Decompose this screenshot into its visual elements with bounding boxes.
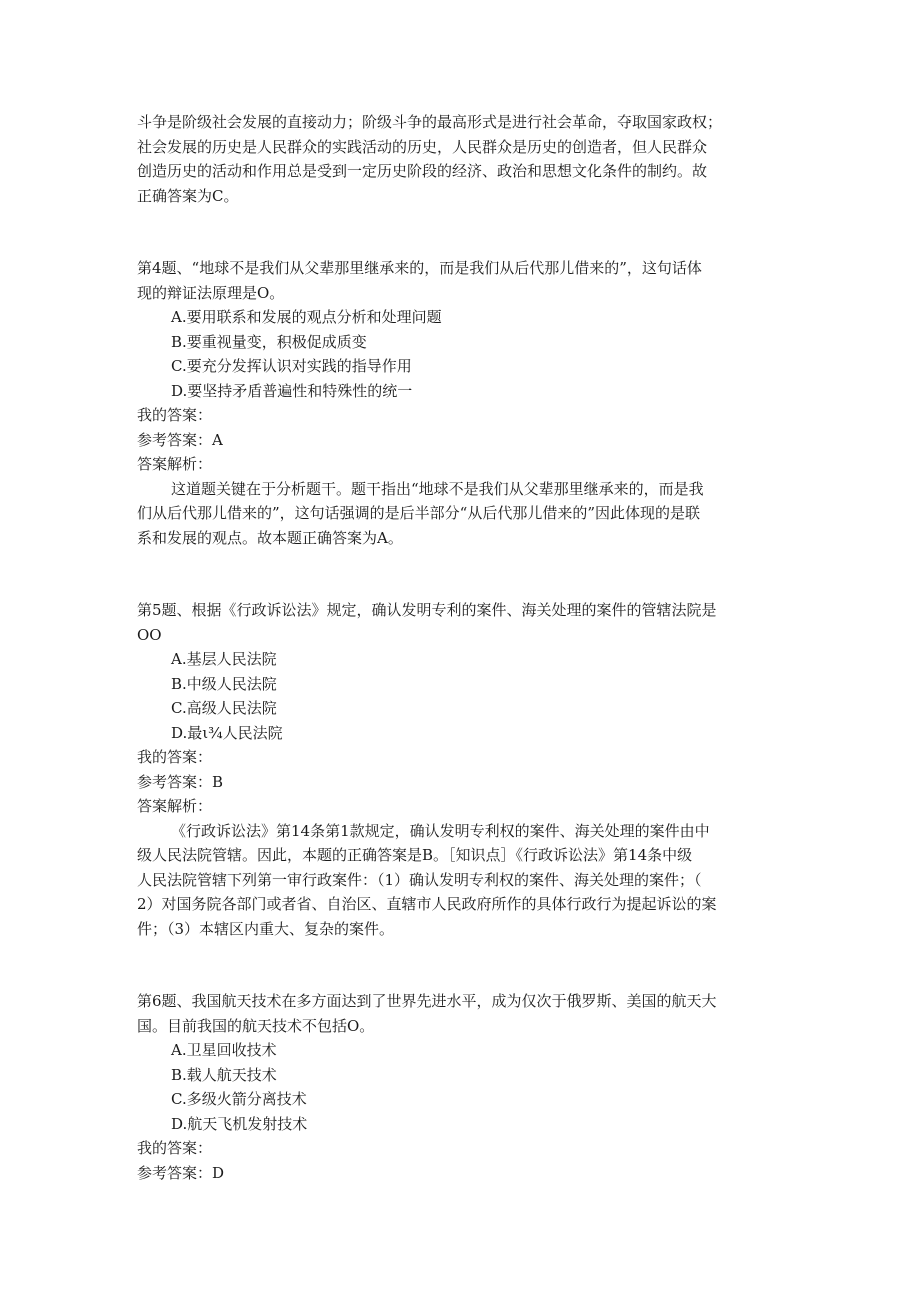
option-d: D.航天飞机发射技术 bbox=[171, 1114, 308, 1133]
question-title: 第6题、我国航天技术在多方面达到了世界先进水平，成为仅次于俄罗斯、美国的航天大 bbox=[137, 992, 717, 1010]
analysis-line: 人民法院管辖下列第一审行政案件：（1）确认发明专利权的案件、海关处理的案件；（ bbox=[137, 870, 702, 889]
intro-paragraph bbox=[137, 110, 797, 208]
option-d: D.要坚持矛盾普遍性和特殊性的统一 bbox=[171, 381, 413, 400]
analysis-line: 2）对国务院各部门或者省、自治区、直辖市人民政府所作的具体行政行为提起诉讼的案 bbox=[137, 895, 717, 913]
document-page bbox=[137, 110, 797, 1185]
option-a: A.要用联系和发展的观点分析和处理问题 bbox=[171, 308, 442, 326]
analysis-label: 答案解析： bbox=[137, 797, 213, 815]
question-title: 国。目前我国的航天技术不包括O。 bbox=[137, 1016, 375, 1035]
analysis-line: 系和发展的观点。故本题正确答案为A。 bbox=[137, 528, 403, 547]
analysis-line: 级人民法院管辖。因此，本题的正确答案是B。［知识点］《行政诉讼法》第14条中级 bbox=[137, 846, 693, 864]
question-5 bbox=[137, 598, 797, 941]
spacer bbox=[137, 550, 797, 598]
reference-answer: 参考答案：B bbox=[137, 772, 224, 791]
option-c: C.高级人民法院 bbox=[171, 699, 277, 717]
reference-answer: 参考答案：A bbox=[137, 430, 223, 449]
intro-line: 斗争是阶级社会发展的直接动力；阶级斗争的最高形式是进行社会革命，夺取国家政权； bbox=[137, 113, 723, 131]
analysis-line: 件；（3）本辖区内重大、复杂的案件。 bbox=[137, 919, 395, 938]
option-b: B.要重视量变，积极促成质变 bbox=[171, 332, 367, 351]
analysis-line: 《行政诉讼法》第14条第1款规定，确认发明专利权的案件、海关处理的案件由中 bbox=[171, 821, 710, 840]
question-4 bbox=[137, 256, 797, 550]
analysis-line: 这道题关键在于分析题干。题干指出“地球不是我们从父辈那里继承来的，而是我 bbox=[171, 479, 704, 498]
intro-line: 社会发展的历史是人民群众的实践活动的历史，人民群众是历史的创造者，但人民群众 bbox=[137, 137, 708, 156]
my-answer: 我的答案： bbox=[137, 748, 213, 766]
question-title: 现的辩证法原理是O。 bbox=[137, 283, 285, 302]
question-title: 第4题、“地球不是我们从父辈那里继承来的，而是我们从后代那儿借来的”，这句话体 bbox=[137, 259, 702, 277]
question-6 bbox=[137, 989, 797, 1185]
analysis-line: 们从后代那儿借来的”，这句话强调的是后半部分“从后代那儿借来的”因此体现的是联 bbox=[137, 504, 701, 522]
my-answer: 我的答案： bbox=[137, 1139, 213, 1157]
spacer bbox=[137, 208, 797, 256]
option-c: C.多级火箭分离技术 bbox=[171, 1090, 307, 1108]
option-d: D.最ι¾人民法院 bbox=[171, 723, 283, 742]
option-a: A.卫星回收技术 bbox=[171, 1041, 277, 1059]
option-a: A.基层人民法院 bbox=[171, 650, 277, 668]
intro-line: 创造历史的活动和作用总是受到一定历史阶段的经济、政治和思想文化条件的制约。故 bbox=[137, 162, 708, 180]
analysis-label: 答案解析： bbox=[137, 455, 213, 473]
question-title: 第5题、根据《行政诉讼法》规定，确认发明专利的案件、海关处理的案件的管辖法院是 bbox=[137, 601, 717, 619]
my-answer: 我的答案： bbox=[137, 406, 213, 424]
question-title: OO bbox=[137, 625, 162, 644]
option-b: B.载人航天技术 bbox=[171, 1065, 277, 1084]
spacer bbox=[137, 941, 797, 989]
reference-answer: 参考答案：D bbox=[137, 1163, 225, 1182]
option-b: B.中级人民法院 bbox=[171, 674, 277, 693]
option-c: C.要充分发挥认识对实践的指导作用 bbox=[171, 357, 412, 375]
intro-line: 正确答案为C。 bbox=[137, 186, 239, 205]
